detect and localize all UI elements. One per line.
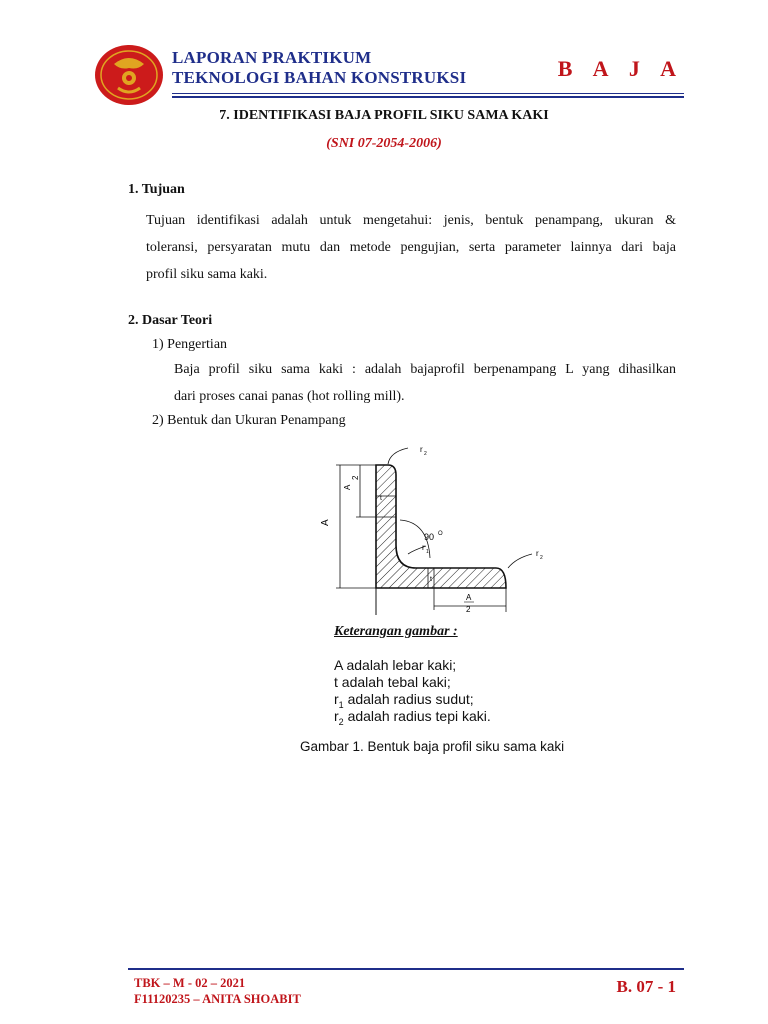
section-standard: (SNI 07-2054-2006)	[326, 136, 442, 151]
footer-page-number: B. 07 - 1	[616, 977, 676, 996]
dasar-heading: 2. Dasar Teori	[128, 313, 213, 328]
label-r1-sub: 1	[426, 549, 429, 555]
label-r1: r	[422, 543, 425, 552]
pengertian-line-1: Baja profil siku sama kaki : adalah bajaprofil berpenampang L yang dihasilkan	[174, 362, 676, 377]
label-t-horizontal: t	[430, 576, 432, 583]
label-A-half-bottom-den: 2	[466, 605, 471, 614]
figure-caption: Gambar 1. Bentuk baja profil siku sama kaki	[300, 739, 565, 754]
section-title: 7. IDENTIFIKASI BAJA PROFIL SIKU SAMA KAKI	[219, 108, 549, 123]
pengertian-label: 1) Pengertian	[152, 337, 228, 352]
label-r2-top-sub: 2	[424, 451, 427, 457]
label-90: 90	[424, 532, 435, 542]
angle-profile-diagram	[316, 440, 556, 620]
keterangan-line-2: t adalah tebal kaki;	[334, 674, 451, 690]
label-r2-top: r	[420, 445, 423, 454]
label-A-half-vertical: A	[343, 484, 352, 490]
header-divider-thick	[172, 96, 684, 98]
header-title-line1: LAPORAN PRAKTIKUM	[172, 48, 372, 67]
label-t: t	[380, 495, 382, 502]
keterangan-line-3: $r_1$ adalah radius sudut;	[334, 691, 474, 710]
footer-student: F11120235 – ANITA SHOABIT	[134, 992, 301, 1006]
pengertian-paragraph	[174, 356, 676, 410]
keterangan-line-1: A adalah lebar kaki;	[334, 657, 457, 673]
tujuan-heading: 1. Tujuan	[128, 182, 185, 197]
label-A-half-bottom: A	[466, 593, 472, 602]
header-title-line2: TEKNOLOGI BAHAN KONSTRUKSI	[172, 68, 467, 87]
tujuan-paragraph	[146, 207, 676, 288]
tujuan-line-3: profil siku sama kaki.	[146, 267, 268, 282]
label-r2-right-sub: 2	[540, 555, 543, 561]
keterangan-line-4: $r_2$ adalah radius tepi kaki.	[334, 708, 491, 727]
tujuan-line-2: toleransi, persyaratan mutu dan metode pengujian, serta parameter lainnya dari baja	[146, 240, 676, 255]
angle-section-shape	[376, 465, 506, 588]
header-badge: B A J A	[557, 56, 684, 81]
pengertian-line-2: dari proses canai panas (hot rolling mill).	[174, 389, 405, 404]
bentuk-label: 2) Bentuk dan Ukuran Penampang	[152, 413, 346, 428]
tujuan-line-1: Tujuan identifikasi adalah untuk mengetahui: jenis, bentuk penampang, ukuran &	[146, 213, 676, 228]
label-A: A	[320, 519, 331, 526]
label-deg: O	[438, 531, 443, 537]
keterangan-title: Keterangan gambar :	[334, 624, 458, 639]
university-emblem-icon	[94, 44, 164, 106]
footer-divider	[128, 968, 684, 970]
header-divider	[172, 93, 684, 94]
footer-code: TBK – M - 02 – 2021	[134, 976, 246, 990]
label-A-half-vertical-den: 2	[351, 475, 360, 480]
label-r2-right: r	[536, 549, 539, 558]
